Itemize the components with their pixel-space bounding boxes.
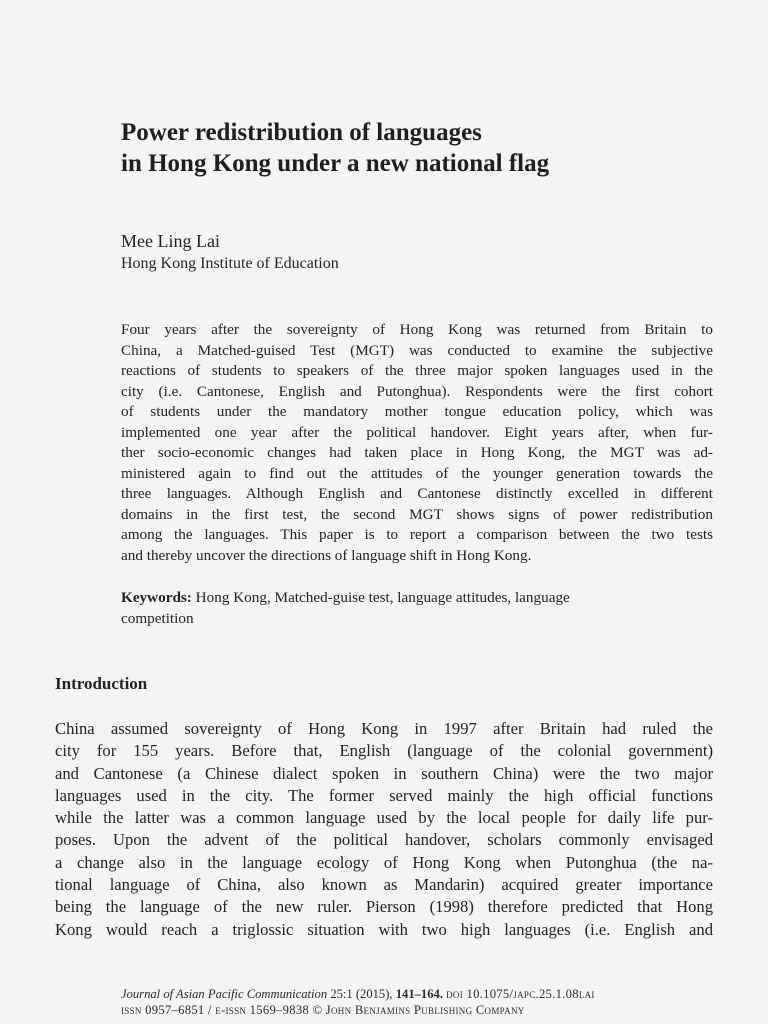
body-line: and Cantonese (a Chinese dialect spoken in southern China) were the two major: [55, 763, 713, 783]
abstract-line: and thereby uncover the directions of language shift in Hong Kong.: [121, 546, 532, 564]
journal-volume: 25:1 (2015),: [330, 987, 393, 1001]
author-affiliation: Hong Kong Institute of Education: [121, 255, 339, 272]
journal-name: Journal of Asian Pacific Communication: [121, 987, 328, 1001]
keywords-list: Hong Kong, Matched-guise test, language attitudes, language: [195, 589, 570, 606]
abstract-line: China, a Matched-guised Test (MGT) was conducted to examine the subjective: [121, 341, 713, 359]
abstract-line: ther socio-economic changes had taken place in Hong Kong, the MGT was ad-: [121, 444, 713, 461]
abstract-line: ministered again to find out the attitudes of the younger generation towards the: [121, 464, 713, 482]
doi: doi 10.1075/japc.25.1.08lai: [446, 987, 595, 1001]
page-range: 141–164.: [395, 987, 443, 1001]
introduction-text: [55, 718, 713, 941]
body-line: tional language of China, also known as Mandarin) acquired greater importance: [55, 875, 713, 895]
abstract-line: implemented one year after the political handover. Eight years after, when fur-: [121, 423, 713, 441]
abstract-line: of students under the mandatory mother tongue education policy, which was: [121, 403, 713, 420]
body-line: a change also in the language ecology of Hong Kong when Putonghua (the na-: [55, 852, 713, 872]
citation-line: [121, 986, 721, 1002]
body-line: being the language of the new ruler. Pierson (1998) therefore predicted that Hong: [55, 897, 713, 917]
body-line: Kong would reach a triglossic situation with two high languages (i.e. English and: [55, 919, 713, 939]
abstract-line: domains in the first test, the second MGT shows signs of power redistribution: [121, 505, 713, 523]
abstract: [121, 320, 713, 566]
author-name: Mee Ling Lai: [121, 231, 220, 251]
section-heading: Introduction: [55, 674, 148, 693]
abstract-line: among the languages. This paper is to report a comparison between the two tests: [121, 526, 713, 543]
keywords-label: Keywords:: [121, 589, 192, 606]
abstract-line: three languages. Although English and Cantonese distinctly excelled in different: [121, 485, 713, 502]
abstract-line: Four years after the sovereignty of Hong Kong was returned from Britain to: [121, 321, 713, 338]
article-title: [121, 117, 741, 179]
page-footer: [121, 986, 721, 1018]
keywords-line: [121, 588, 713, 609]
body-line: city for 155 years. Before that, English (language of the colonial government): [55, 741, 713, 761]
abstract-line: reactions of students to speakers of the three major spoken languages used in the: [121, 362, 713, 379]
abstract-line: city (i.e. Cantonese, English and Putonghua). Respondents were the first cohort: [121, 382, 713, 400]
keywords-line: competition: [121, 609, 194, 627]
issn-line: issn 0957–6851 / e-issn 1569–9838 © John Benjamins Publishing Company: [121, 1003, 525, 1017]
body-line: while the latter was a common language used by the local people for daily life pur-: [55, 808, 713, 828]
title-line: Power redistribution of languages: [121, 119, 482, 146]
body-line: China assumed sovereignty of Hong Kong in 1997 after Britain had ruled the: [55, 719, 713, 738]
body-line: languages used in the city. The former served mainly the high official functions: [55, 785, 713, 805]
body-line: poses. Upon the advent of the political handover, scholars commonly envisaged: [55, 830, 713, 850]
keywords: [121, 588, 713, 629]
title-line: in Hong Kong under a new national flag: [121, 150, 550, 177]
